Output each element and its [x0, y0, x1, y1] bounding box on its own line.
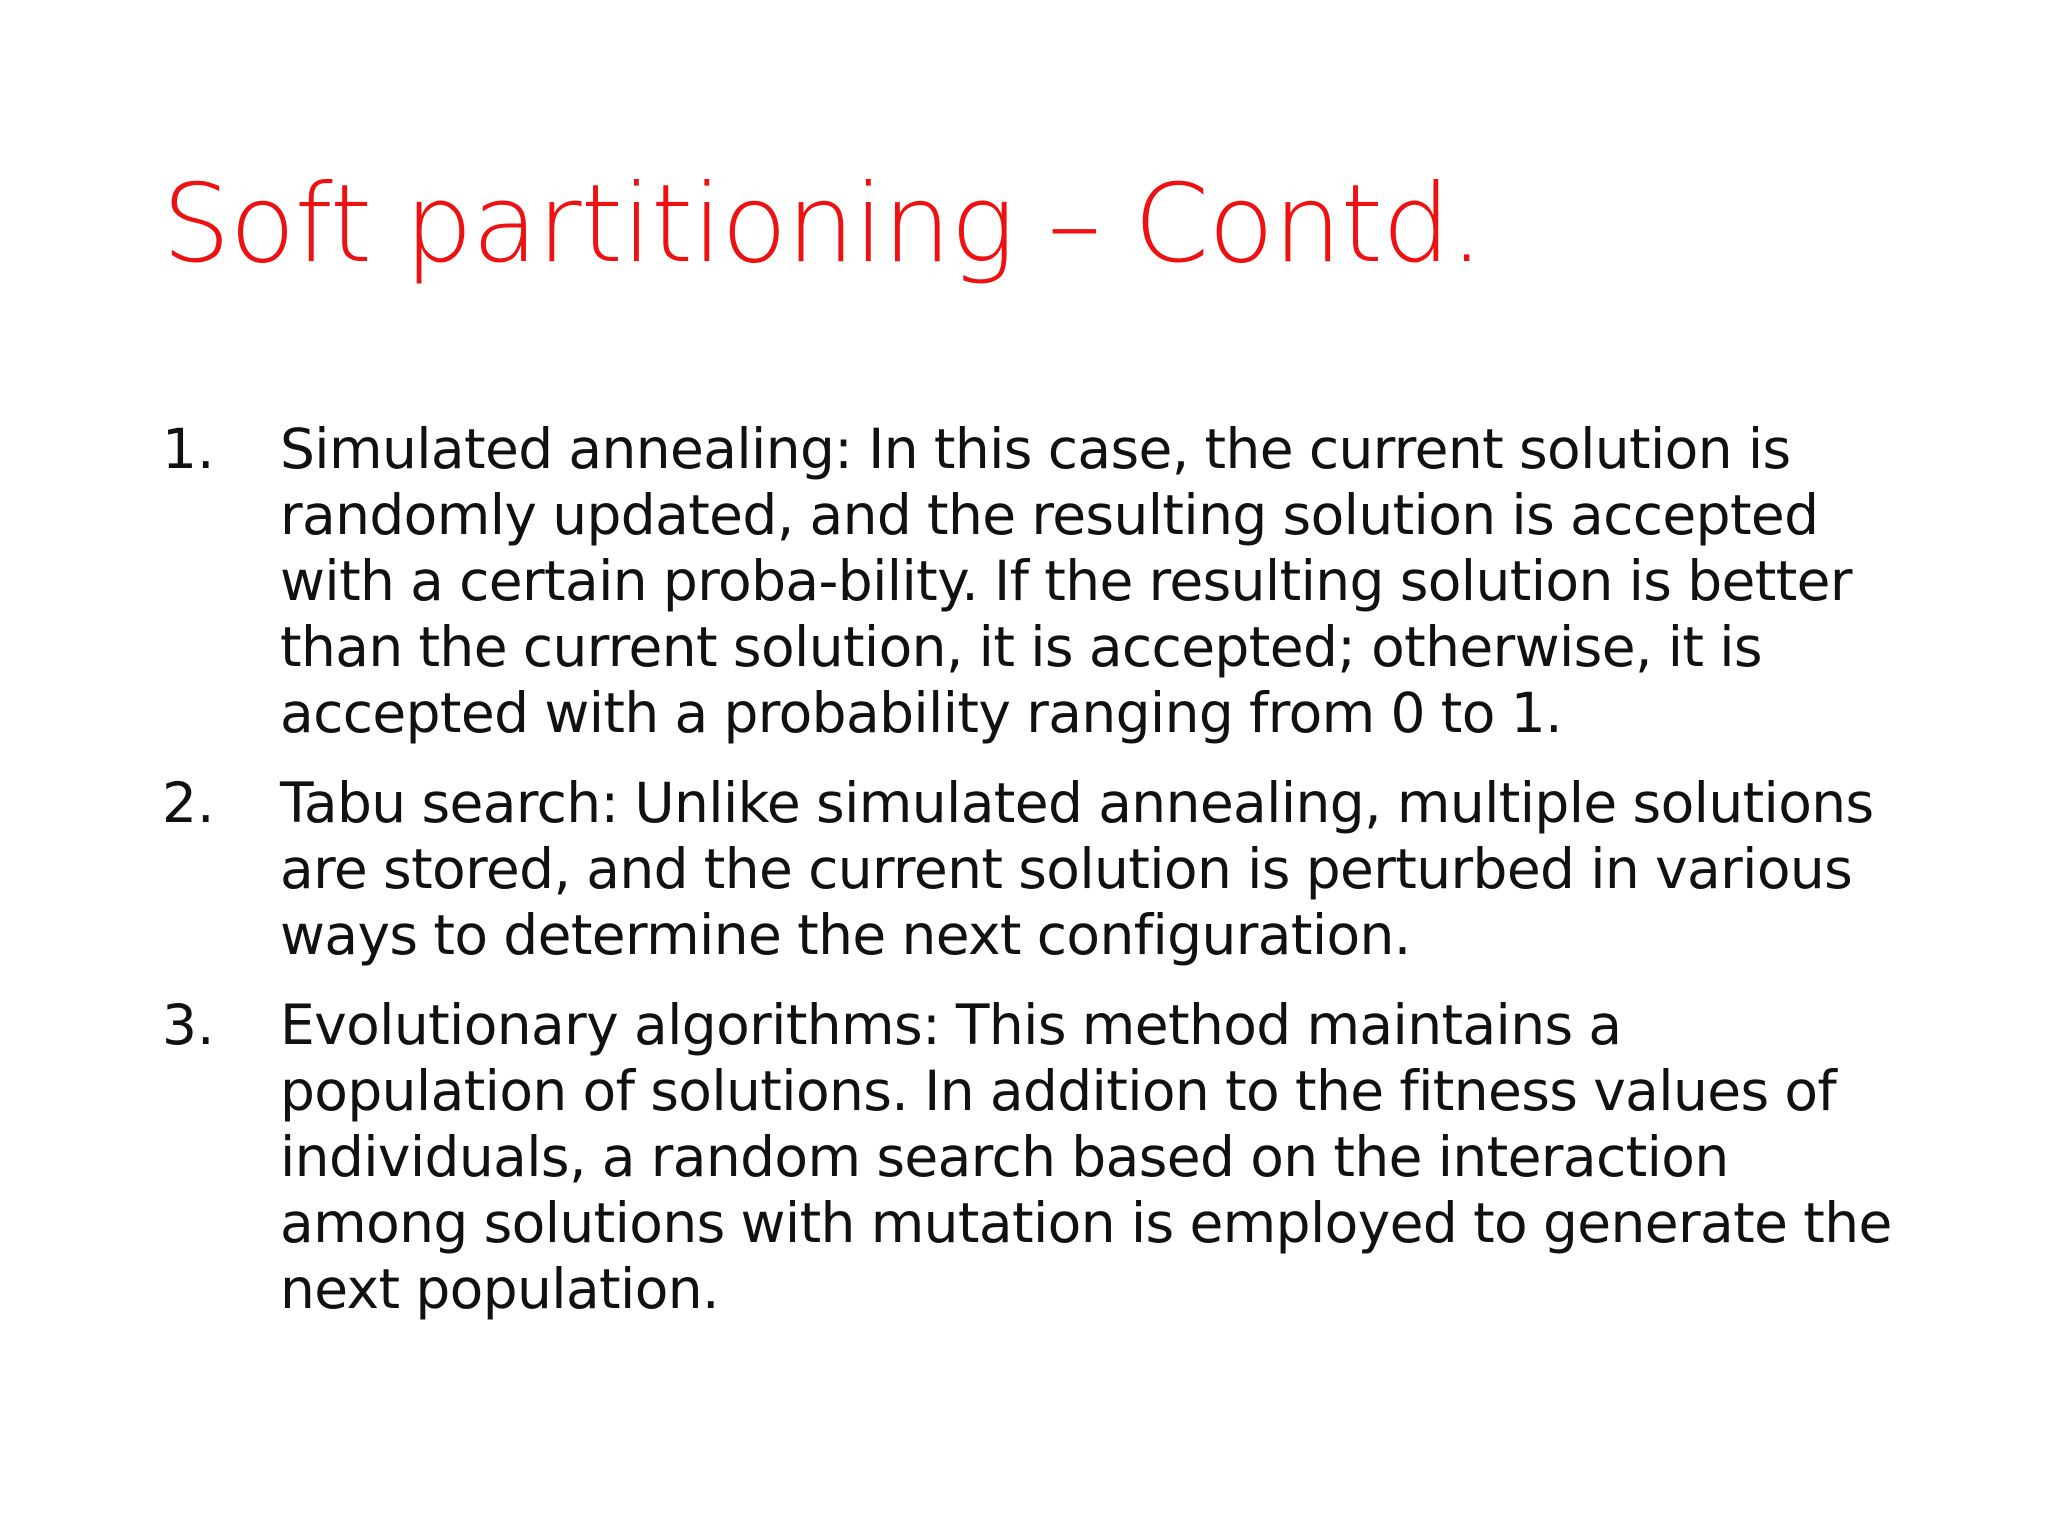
slide-title: Soft partitioning – Contd.: [162, 162, 1483, 287]
numbered-list: [162, 416, 1922, 1346]
list-item-number: 3.: [162, 993, 215, 1057]
list-item-text: Simulated annealing: In this case, the current solution is randomly updated, and the resulting solution is accepted with a certain proba-bility. If the resulting solution is better than the current solution, it is accepted; otherwise, it is accepted with a probability ranging from 0 to 1.: [280, 417, 1852, 745]
list-item: [162, 416, 1922, 746]
list-item-number: 2.: [162, 771, 215, 835]
list-item: [162, 770, 1922, 968]
list-item-text: Evolutionary algorithms: This method maintains a population of solutions. In addition to the fitness values of individuals, a random search based on the interaction among solutions with mutation is employed to generate the next population.: [280, 993, 1892, 1321]
list-item-text: Tabu search: Unlike simulated annealing, multiple solutions are stored, and the current solution is perturbed in various ways to determine the next configuration.: [280, 771, 1874, 967]
list-item-number: 1.: [162, 417, 215, 481]
list-item: [162, 992, 1922, 1322]
